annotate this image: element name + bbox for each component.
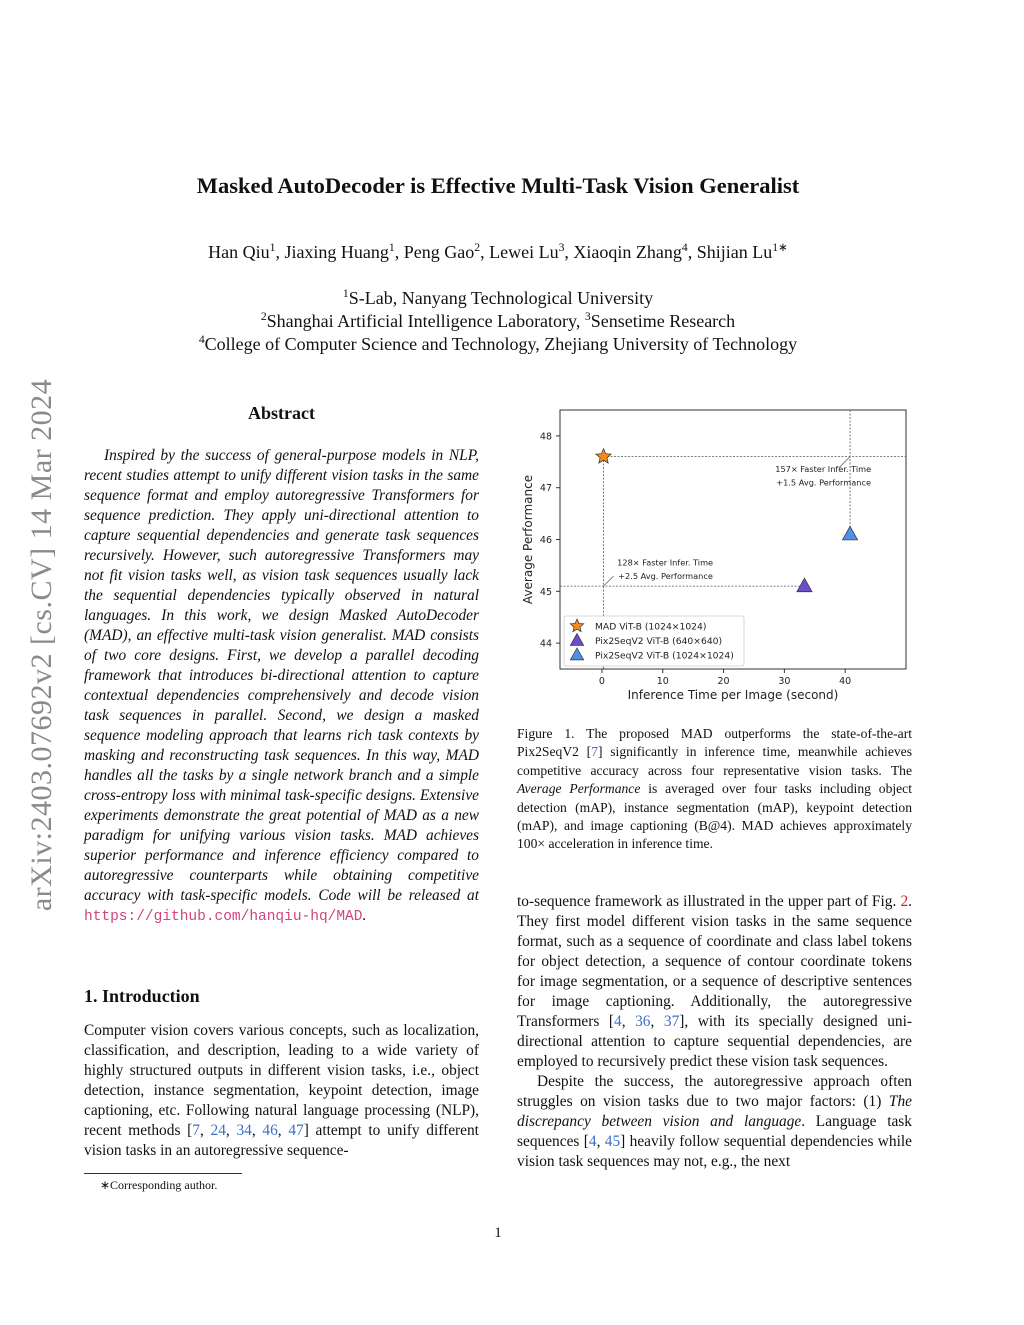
legend-label: MAD ViT-B (1024×1024) (595, 621, 707, 633)
annotation-text: 157× Faster Infer. Time (775, 464, 872, 475)
intro-paragraph (84, 1021, 479, 1161)
author: Peng Gao$^2$ (403, 241, 481, 262)
x-axis-label: Inference Time per Image (second) (627, 688, 839, 702)
legend-label: Pix2SeqV2 ViT-B (640×640) (595, 636, 723, 647)
data-point-pix2seqv2-640 (797, 578, 812, 592)
y-tick-label: 47 (539, 483, 552, 495)
y-tick-label: 46 (539, 535, 552, 546)
annotation-text: 128× Faster Infer. Time (617, 557, 714, 568)
figure-reference[interactable]: 2 (900, 893, 909, 910)
arxiv-identifier: arXiv:2403.07692v2 [cs.CV] 14 Mar 2024 (25, 378, 58, 912)
affiliation-2: $^2$Shanghai Artificial Intelligence Laboratory, $^3$Sensetime Research (260, 310, 736, 331)
figure-1-chart (515, 400, 915, 710)
right-column-text (517, 892, 912, 1172)
annotation-text: +2.5 Avg. Performance (618, 570, 713, 581)
author: Lewei Lu$^3$ (489, 241, 565, 262)
affiliation-4: $^4$College of Computer Science and Technology, Zhejiang University of Technology (198, 333, 798, 354)
paragraph (517, 1072, 912, 1172)
text-run: Average Performance (517, 781, 641, 797)
text-run: , (650, 1013, 664, 1030)
author-list: Han Qiu$^1$, Jiaxing Huang$^1$, Peng Gao$^2$, Lewei Lu$^3$, Xiaoqin Zhang$^4$, Shijian $Lu^{1∗}$ (208, 241, 788, 262)
abstract-heading: Abstract (248, 403, 315, 423)
text-run: is averaged over four tasks including object detection (mAP), instance segmentation (mAP), keypoint detection (mAP), and image captioning (B@4). MAD achieves approximately 100× acceleration in inference time. (517, 781, 912, 852)
text-run: ] heavily follow sequential dependencies while vision task sequences may not, e.g., the next (517, 1133, 912, 1170)
text-run: , (225, 1122, 237, 1139)
paper-title: Masked AutoDecoder is Effective Multi-Task Vision Generalist (196, 173, 800, 198)
section-heading-introduction: 1. Introduction (84, 986, 200, 1006)
figure-1-caption (517, 725, 912, 854)
annotation-text: +1.5 Avg. Performance (776, 477, 872, 488)
x-tick-label: 0 (598, 676, 605, 687)
y-tick-label: 45 (539, 586, 552, 598)
y-axis-label: Average Performance (521, 474, 535, 605)
citation-link[interactable]: 47 (288, 1122, 304, 1139)
annotation-pointer (604, 576, 614, 586)
citation-link[interactable]: 4 (614, 1013, 622, 1030)
data-point-pix2seqv2-1024 (842, 526, 857, 540)
footnote-rule (84, 1173, 242, 1174)
y-tick-label: 44 (539, 638, 552, 650)
abstract-body: Inspired by the success of general-purpose models in NLP, recent studies attempt to unify different vision tasks in the same sequence format and employ autoregressive Transformers for sequence prediction. They apply uni-directional attention to capture sequential dependencies and generate task sequences recursively. However, such autoregressive Transformers may not fit vision tasks well, as vision task sequences usually lack the sequential dependencies typically observed in natural languages. In this work, we design Masked AutoDecoder (MAD), an effective multi-task vision generalist. MAD consists of two core designs. First, we develop a parallel decoding framework that introduces bi-directional attention to capture contextual dependencies comprehensively and decode vision task sequences in parallel. Second, we design a masked sequence modeling approach that learns rich task contexts by masking and reconstructing task sequences. In this way, MAD handles all the tasks by a single network branch and a simple cross-entropy loss with minimal task-specific designs. Extensive experiments demonstrate the great potential of MAD as a new paradigm for unifying various vision tasks. MAD achieves superior performance and inference efficiency compared to autoregressive counterparts while obtaining competitive accuracy with task-specific models. Code will be released at https://github.com/hanqiu-hq/MAD. (84, 447, 479, 925)
author: Xiaoqin Zhang$^4$ (573, 241, 688, 262)
text-run: ] significantly in inference time, meanwhile achieves competitive accuracy across four representative vision tasks. The (517, 744, 912, 778)
text-run: . Language task sequences [ (517, 1113, 912, 1150)
paragraph (517, 892, 912, 1072)
code-link[interactable]: https://github.com/hanqiu-hq/MAD (84, 909, 363, 925)
text-run: , (251, 1122, 263, 1139)
text-run: , (621, 1013, 636, 1030)
page-number: 1 (494, 1225, 502, 1241)
citation-link[interactable]: 45 (604, 1133, 621, 1150)
citation-link[interactable]: 36 (635, 1013, 651, 1030)
text-run: . They first model different vision tasks in the same sequence format, such as a sequence of coordinate and class label tokens for object detection, a sequence of contour coordinate tokens for image segmentation, or a sequence of descriptive sentences for image captioning. Additionally, the autoregressive Transformers [ (517, 893, 912, 1030)
footnote: ∗Corresponding author. (100, 1178, 218, 1192)
text-run: ], with its specially designed uni-directional attention to capture sequential dependencies, are employed to recursively predict these vision task sequences. (517, 1013, 912, 1070)
text-run: Computer vision covers various concepts, such as localization, classification, and description, leading to a wide variety of highly structured outputs in different vision tasks, i.e., object detection, instance segmentation, keypoint detection, image captioning, etc. Following natural language processing (NLP), recent methods [ (84, 1022, 479, 1139)
citation-link[interactable]: 4 (588, 1133, 597, 1150)
text-run: ] attempt to unify different vision tasks in an autoregressive sequence- (84, 1122, 479, 1159)
y-tick-label: 48 (539, 431, 552, 443)
citation-link[interactable]: 34 (236, 1122, 252, 1139)
citation-link[interactable]: 7 (591, 744, 598, 760)
text-run: , (199, 1122, 211, 1139)
legend-label: Pix2SeqV2 ViT-B (1024×1024) (595, 650, 734, 662)
x-tick-label: 20 (717, 676, 730, 687)
citation-link[interactable]: 46 (262, 1122, 278, 1139)
text-run: The discrepancy between vision and language (517, 1093, 912, 1130)
author: Han Qiu$^1$ (208, 241, 276, 262)
x-tick-label: 40 (839, 676, 852, 687)
text-run: , (596, 1133, 605, 1150)
author: Jiaxing Huang$^1$ (284, 241, 395, 262)
x-tick-label: 10 (656, 676, 669, 687)
text-run: Despite the success, the autoregressive approach often struggles on vision tasks due to two major factors: (1) (517, 1073, 912, 1110)
citation-link[interactable]: 7 (192, 1122, 200, 1139)
text-run: to-sequence framework as illustrated in the upper part of Fig. (517, 893, 901, 910)
x-tick-label: 30 (778, 676, 791, 687)
text-run: , (277, 1122, 289, 1139)
citation-link[interactable]: 37 (663, 1013, 680, 1030)
author: Shijian $Lu^{1∗}$ (696, 241, 788, 262)
text-run: Figure 1. The proposed MAD outperforms the state-of-the-art Pix2SeqV2 [ (517, 726, 912, 760)
affiliation-1: $^1$S-Lab, Nanyang Technological University (342, 287, 654, 308)
citation-link[interactable]: 24 (210, 1122, 226, 1139)
